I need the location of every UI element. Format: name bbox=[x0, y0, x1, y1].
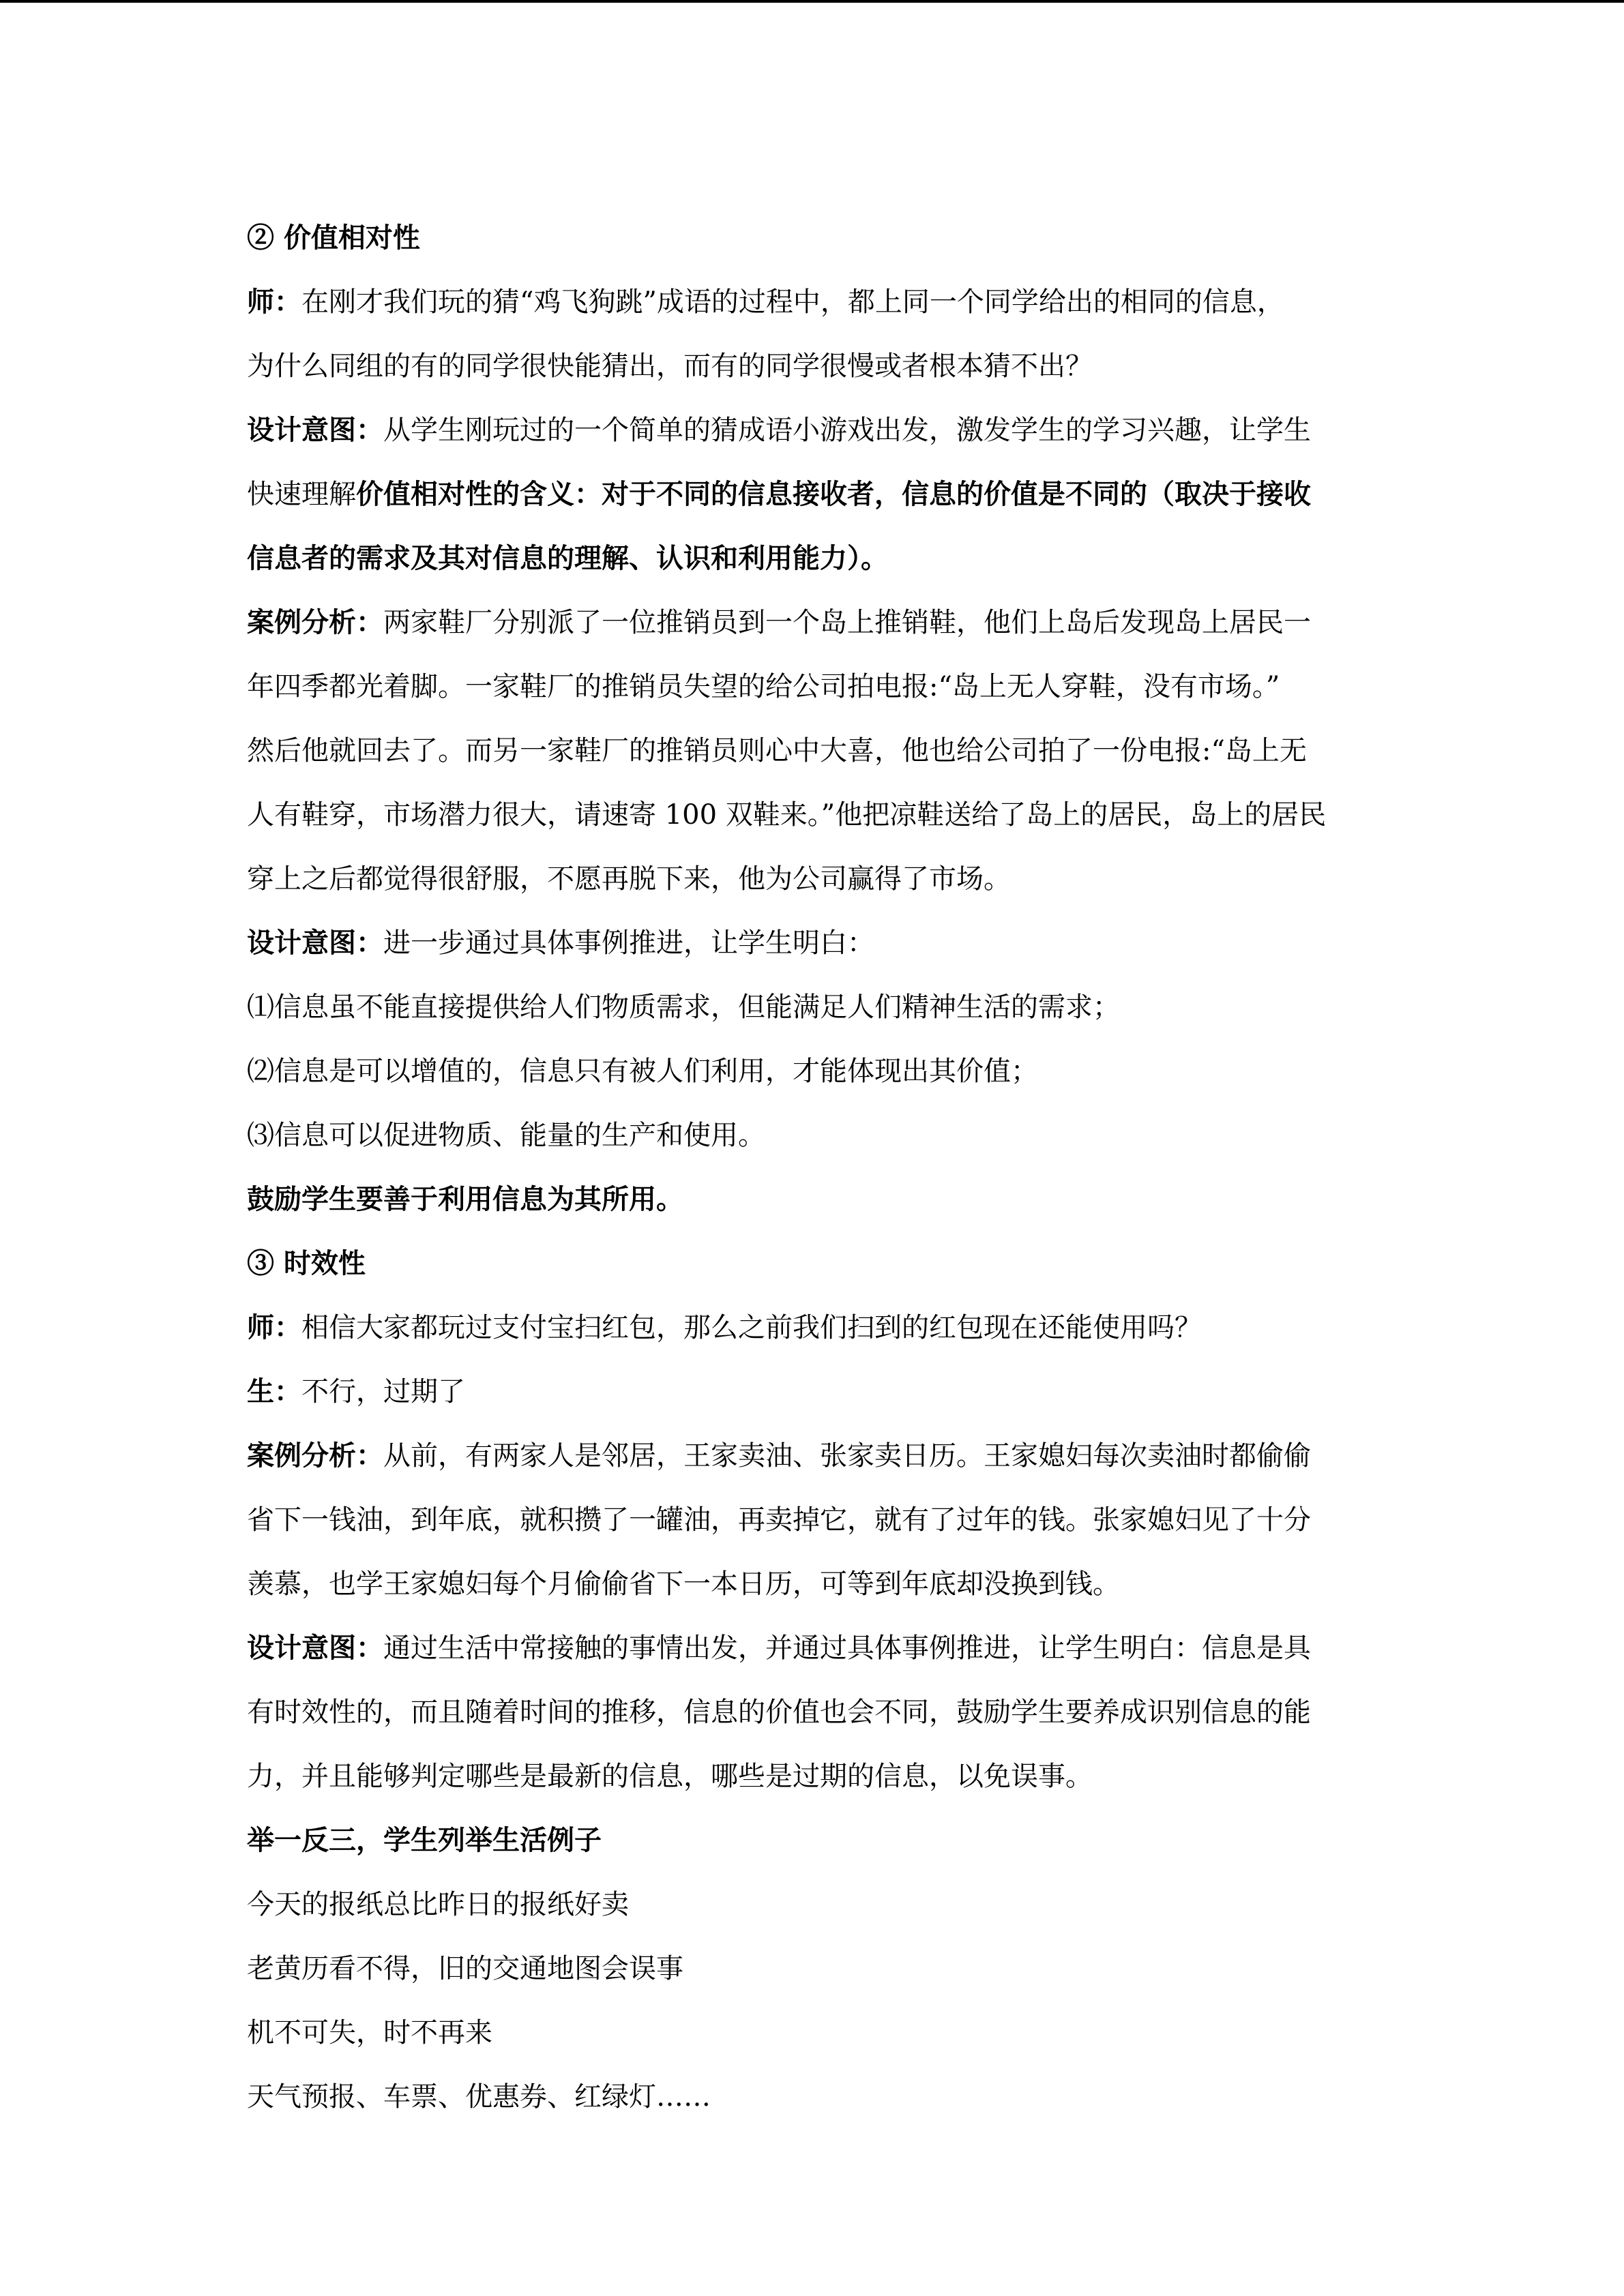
examples-heading: 举一反三，学生列举生活例子 bbox=[247, 1824, 602, 1856]
case-analysis2-line1: 案例分析：从前，有两家人是邻居，王家卖油、张家卖日历。王家媳妇每次卖油时都偷偷 bbox=[247, 1440, 1311, 1472]
case-analysis-line1: 案例分析：两家鞋厂分别派了一位推销员到一个岛上推销鞋，他们上岛后发现岛上居民一 bbox=[247, 606, 1311, 638]
example-item-4: 天气预报、车票、优惠券、红绿灯…… bbox=[247, 2081, 711, 2113]
case-analysis-line4: 人有鞋穿，市场潜力很大，请速寄 100 双鞋来。”他把凉鞋送给了岛上的居民，岛上的居民 bbox=[247, 799, 1327, 831]
case-analysis2-line3: 羡慕，也学王家媳妇每个月偷偷省下一本日历，可等到年底却没换到钱。 bbox=[247, 1568, 1120, 1600]
design-intent3-line1: 设计意图：通过生活中常接触的事情出发，并通过具体事例推进，让学生明白：信息是具 bbox=[247, 1632, 1311, 1664]
teacher-label: 师： bbox=[247, 286, 301, 318]
design-intent2-line: 设计意图：进一步通过具体事例推进，让学生明白： bbox=[247, 927, 874, 959]
example-item-1: 今天的报纸总比昨日的报纸好卖 bbox=[247, 1889, 629, 1920]
teacher-label-2: 师： bbox=[247, 1311, 301, 1343]
case-analysis2-line2: 省下一钱油，到年底，就积攒了一罐油，再卖掉它，就有了过年的钱。张家媳妇见了十分 bbox=[247, 1504, 1311, 1536]
section-heading-timeliness: ③ 时效性 bbox=[247, 1247, 366, 1279]
teacher-question-timeliness: 师：相信大家都玩过支付宝扫红包，那么之前我们扫到的红包现在还能使用吗？ bbox=[247, 1311, 1202, 1343]
document-body bbox=[247, 206, 1379, 2129]
example-item-3: 机不可失，时不再来 bbox=[247, 2017, 492, 2048]
design-intent-line2: 快速理解价值相对性的含义：对于不同的信息接收者，信息的价值是不同的（取决于接收 bbox=[247, 478, 1311, 510]
section-heading-value-relativity: ② 价值相对性 bbox=[247, 222, 420, 254]
point-item-3: ⑶信息可以促进物质、能量的生产和使用。 bbox=[247, 1120, 765, 1151]
design-intent3-line3: 力，并且能够判定哪些是最新的信息，哪些是过期的信息，以免误事。 bbox=[247, 1761, 1093, 1792]
design-intent-label: 设计意图： bbox=[247, 414, 383, 446]
encourage-line: 鼓励学生要善于利用信息为其所用。 bbox=[247, 1183, 683, 1215]
student-answer: 生：不行，过期了 bbox=[247, 1375, 465, 1407]
design-intent-line3: 信息者的需求及其对信息的理解、认识和利用能力）。 bbox=[247, 542, 888, 574]
point-item-2: ⑵信息是可以增值的，信息只有被人们利用，才能体现出其价值； bbox=[247, 1056, 1038, 1087]
case-analysis-line5: 穿上之后都觉得很舒服，不愿再脱下来，他为公司赢得了市场。 bbox=[247, 863, 1011, 895]
point-item-1: ⑴信息虽不能直接提供给人们物质需求，但能满足人们精神生活的需求； bbox=[247, 992, 1120, 1023]
case-analysis-line2: 年四季都光着脚。一家鞋厂的推销员失望的给公司拍电报:“岛上无人穿鞋，没有市场。” bbox=[247, 671, 1280, 702]
design-intent3-line2: 有时效性的，而且随着时间的推移，信息的价值也会不同，鼓励学生要养成识别信息的能 bbox=[247, 1697, 1311, 1728]
design-intent3-label: 设计意图： bbox=[247, 1632, 383, 1664]
design-intent2-label: 设计意图： bbox=[247, 927, 383, 959]
case-analysis2-label: 案例分析： bbox=[247, 1440, 383, 1472]
teacher-question-line2: 为什么同组的有的同学很快能猜出，而有的同学很慢或者根本猜不出？ bbox=[247, 351, 1093, 382]
top-border-line bbox=[0, 0, 1624, 3]
case-analysis-label: 案例分析： bbox=[247, 606, 383, 638]
case-analysis-line3: 然后他就回去了。而另一家鞋厂的推销员则心中大喜，他也给公司拍了一份电报:“岛上无 bbox=[247, 735, 1307, 766]
teacher-question-line1: 师：在刚才我们玩的猜“鸡飞狗跳”成语的过程中，都上同一个同学给出的相同的信息， bbox=[247, 286, 1284, 318]
student-label: 生： bbox=[247, 1375, 301, 1407]
example-item-2: 老黄历看不得，旧的交通地图会误事 bbox=[247, 1953, 683, 1984]
design-intent-line1: 设计意图：从学生刚玩过的一个简单的猜成语小游戏出发，激发学生的学习兴趣，让学生 bbox=[247, 414, 1311, 446]
